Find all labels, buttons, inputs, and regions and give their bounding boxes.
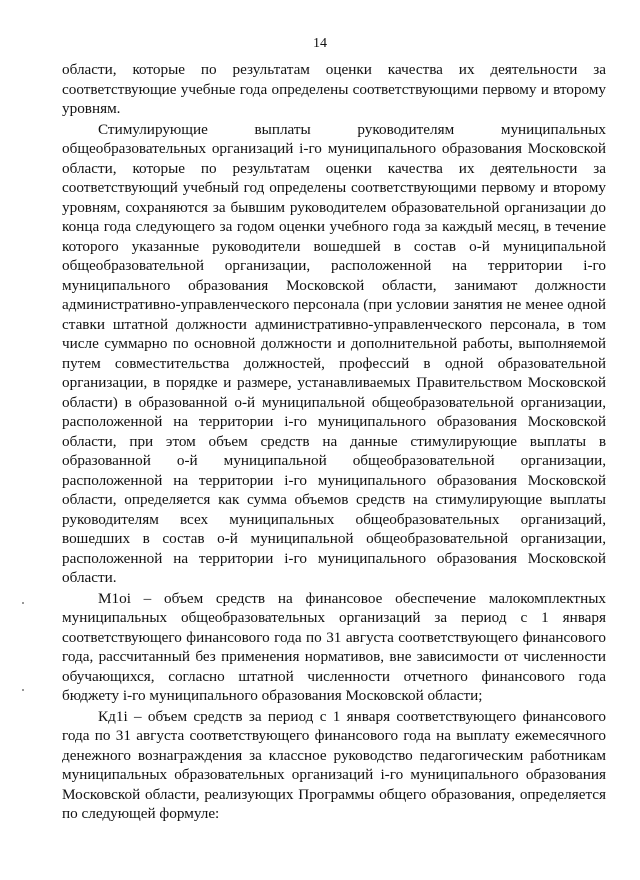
paragraph-m1-definition: М1оi – объем средств на финансовое обеспечение малокомплектных муниципальных общеобразовательных организаций за период с 1 января соответствующего финансового года по 31 августа соответствующего финансового года, рассчитанный без применения нормативов, вне зависимости от численности обучающихся, согласно штатной численности отчетного финансового года бюджету i-го муниципального образования Московской области; [62,589,606,704]
scan-artifact [22,689,24,691]
scan-artifact [22,602,24,604]
paragraph-kd1-definition: Кд1i – объем средств за период с 1 января соответствующего финансового года по 31 августа соответствующего финансового года на выплату ежемесячного денежного вознаграждения за классное руководство педагогическим работникам муниципальных образовательных организаций i-го муниципального образования Московской области, реализующих Программы общего образования, определяется по следующей формуле: [62,707,606,822]
page-number: 14 [313,36,327,51]
paragraph-continuation: области, которые по результатам оценки качества их деятельности за соответствующие учебные года определены соответствующими первому и второму уровням. [62,61,606,117]
document-body [62,60,606,824]
paragraph-stimulating-payments: Стимулирующие выплаты руководителям муниципальных общеобразовательных организаций i-го муниципального образования Московской области, которые по результатам оценки качества их деятельности за соответствующий учебный год определены соответствующими первому и второму уровням, сохраняются за бывшим руководителем образовательной организации до конца года следующего за годом оценки учебного года за каждый месяц, в течение которого указанные руководители вошедшей в состав о-й муниципальной общеобразовательной организации, расположенной на территории i-го муниципального образования Московской области, занимают должности административно-управленческого персонала (при условии занятия не менее одной ставки штатной должности административно-управленческого персонала, в том числе суммарно по основной должности и дополнительной работы, выполняемой путем совместительства должностей, профессий в одной образовательной организации, в порядке и размере, устанавливаемых Правительством Московской области) в образованной о-й муниципальной общеобразовательной организации, расположенной на территории i-го муниципального образования Московской области, при этом объем средств на данные стимулирующие выплаты в образованной о-й муниципальной общеобразовательной организации, расположенной на территории i-го муниципального образования Московской области, определяется как сумма объемов средств на стимулирующие выплаты руководителям всех муниципальных общеобразовательных организаций, вошедших в состав о-й муниципальной общеобразовательной организации, расположенной на территории i-го муниципального образования Московской области. [62,120,606,586]
